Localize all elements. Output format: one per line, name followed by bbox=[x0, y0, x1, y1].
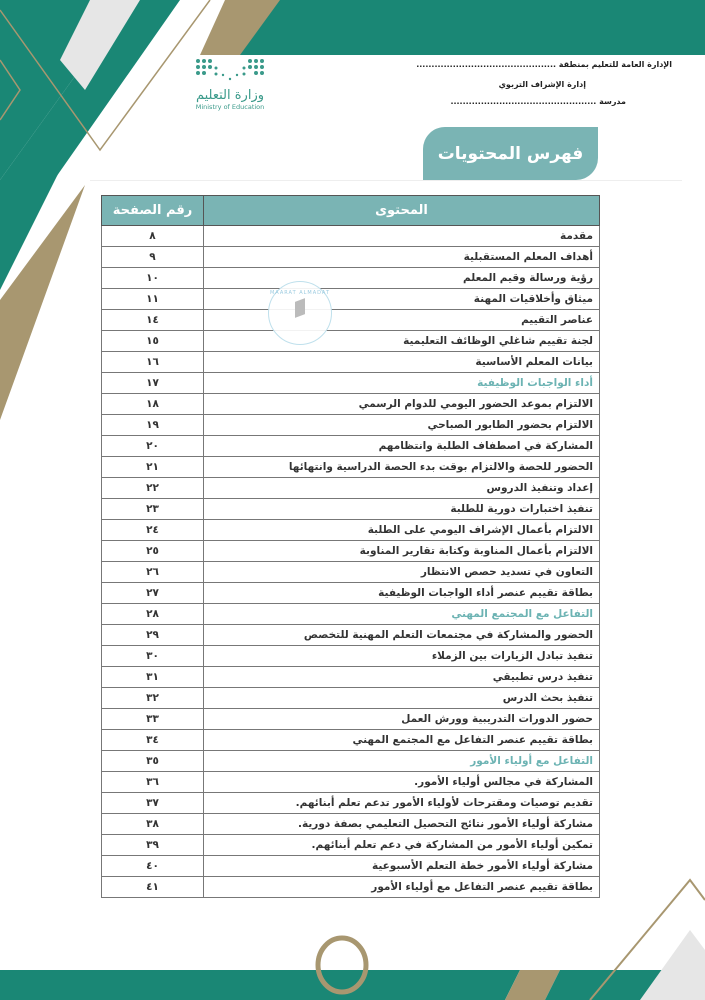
row-content: الالتزام بموعد الحضور اليومي للدوام الرسمي bbox=[204, 394, 600, 415]
row-page-number: ٢٧ bbox=[102, 583, 204, 604]
table-row bbox=[102, 730, 600, 751]
table-row bbox=[102, 520, 600, 541]
header-line-supervision: إدارة الإشراف التربوي bbox=[498, 80, 586, 89]
row-content: تمكين أولياء الأمور من المشاركة في دعم تعلم أبنائهم. bbox=[204, 835, 600, 856]
row-page-number: ٣٣ bbox=[102, 709, 204, 730]
row-content: رؤية ورسالة وقيم المعلم bbox=[204, 268, 600, 289]
table-row bbox=[102, 625, 600, 646]
row-page-number: ٢٨ bbox=[102, 604, 204, 625]
table-row bbox=[102, 646, 600, 667]
table-row bbox=[102, 268, 600, 289]
row-content: التعاون في تسديد حصص الانتظار bbox=[204, 562, 600, 583]
row-page-number: ١١ bbox=[102, 289, 204, 310]
row-content: تنفيذ بحث الدرس bbox=[204, 688, 600, 709]
row-page-number: ١٨ bbox=[102, 394, 204, 415]
row-page-number: ١٠ bbox=[102, 268, 204, 289]
row-content: تنفيذ اختبارات دورية للطلبة bbox=[204, 499, 600, 520]
table-row bbox=[102, 709, 600, 730]
row-content: تنفيذ تبادل الزيارات بين الزملاء bbox=[204, 646, 600, 667]
row-content: بطاقة تقييم عنصر التفاعل مع أولياء الأمور bbox=[204, 877, 600, 898]
row-page-number: ٢٩ bbox=[102, 625, 204, 646]
row-content: عناصر التقييم bbox=[204, 310, 600, 331]
row-content: الحضور والمشاركة في مجتمعات التعلم المهنية للتخصص bbox=[204, 625, 600, 646]
row-page-number: ٢٣ bbox=[102, 499, 204, 520]
row-page-number: ٨ bbox=[102, 226, 204, 247]
row-page-number: ٣٧ bbox=[102, 793, 204, 814]
row-page-number: ٢٤ bbox=[102, 520, 204, 541]
row-page-number: ١٩ bbox=[102, 415, 204, 436]
row-content: بطاقة تقييم عنصر أداء الواجبات الوظيفية bbox=[204, 583, 600, 604]
row-page-number: ٣٢ bbox=[102, 688, 204, 709]
row-page-number: ١٥ bbox=[102, 331, 204, 352]
header-line-school: مدرسة ................................................ bbox=[450, 97, 626, 106]
row-page-number: ٢٥ bbox=[102, 541, 204, 562]
table-row bbox=[102, 835, 600, 856]
logo-english: Ministry of Education bbox=[195, 103, 265, 111]
row-content: بيانات المعلم الأساسية bbox=[204, 352, 600, 373]
row-content: التفاعل مع المجتمع المهني bbox=[204, 604, 600, 625]
table-row bbox=[102, 289, 600, 310]
table-row bbox=[102, 415, 600, 436]
section-row bbox=[102, 751, 600, 772]
row-content: المشاركة في اصطفاف الطلبة وانتظامهم bbox=[204, 436, 600, 457]
row-page-number: ٢٦ bbox=[102, 562, 204, 583]
table-row bbox=[102, 793, 600, 814]
row-page-number: ٣٠ bbox=[102, 646, 204, 667]
row-content: ميثاق وأخلاقيات المهنة bbox=[204, 289, 600, 310]
table-row bbox=[102, 814, 600, 835]
row-page-number: ٤٠ bbox=[102, 856, 204, 877]
row-page-number: ٤١ bbox=[102, 877, 204, 898]
table-row bbox=[102, 562, 600, 583]
row-content: أهداف المعلم المستقبلية bbox=[204, 247, 600, 268]
row-content: تقديم توصيات ومقترحات لأولياء الأمور تدعم تعلم أبنائهم. bbox=[204, 793, 600, 814]
table-row bbox=[102, 226, 600, 247]
table-row bbox=[102, 688, 600, 709]
row-content: إعداد وتنفيذ الدروس bbox=[204, 478, 600, 499]
logo-arabic: وزارة التعليم bbox=[195, 88, 265, 103]
row-page-number: ٢٢ bbox=[102, 478, 204, 499]
watermark-stamp: MAARAT ALMADAT bbox=[268, 281, 332, 345]
row-content: حضور الدورات التدريبية وورش العمل bbox=[204, 709, 600, 730]
table-row bbox=[102, 331, 600, 352]
row-page-number: ١٦ bbox=[102, 352, 204, 373]
page-title: فهرس المحتويات bbox=[423, 127, 598, 180]
row-content: تنفيذ درس تطبيقي bbox=[204, 667, 600, 688]
row-page-number: ٣٤ bbox=[102, 730, 204, 751]
table-row bbox=[102, 436, 600, 457]
row-page-number: ٢١ bbox=[102, 457, 204, 478]
row-content: مشاركة أولياء الأمور خطة التعلم الأسبوعية bbox=[204, 856, 600, 877]
row-content: بطاقة تقييم عنصر التفاعل مع المجتمع المهني bbox=[204, 730, 600, 751]
row-page-number: ٩ bbox=[102, 247, 204, 268]
row-page-number: ١٤ bbox=[102, 310, 204, 331]
row-content: المشاركة في مجالس أولياء الأمور. bbox=[204, 772, 600, 793]
table-row bbox=[102, 457, 600, 478]
table-row bbox=[102, 667, 600, 688]
section-row bbox=[102, 604, 600, 625]
table-row bbox=[102, 394, 600, 415]
row-content: لجنة تقييم شاغلي الوظائف التعليمية bbox=[204, 331, 600, 352]
row-page-number: ٣٦ bbox=[102, 772, 204, 793]
table-row bbox=[102, 583, 600, 604]
section-row bbox=[102, 373, 600, 394]
row-content: الالتزام بحضور الطابور الصباحي bbox=[204, 415, 600, 436]
header-line-region: الإدارة العامة للتعليم بمنطقة .............................................. bbox=[416, 60, 672, 69]
table-row bbox=[102, 310, 600, 331]
ministry-logo bbox=[185, 56, 275, 118]
row-content: الالتزام بأعمال الإشراف اليومي على الطلبة bbox=[204, 520, 600, 541]
contents-table bbox=[101, 195, 600, 898]
column-header-content: المحتوى bbox=[204, 196, 600, 226]
row-page-number: ٣٩ bbox=[102, 835, 204, 856]
table-row bbox=[102, 499, 600, 520]
table-row bbox=[102, 352, 600, 373]
table-row bbox=[102, 772, 600, 793]
row-page-number: ٣٨ bbox=[102, 814, 204, 835]
row-content: الحضور للحصة والالتزام بوقت بدء الحصة الدراسية وانتهائها bbox=[204, 457, 600, 478]
row-page-number: ٣١ bbox=[102, 667, 204, 688]
row-content: مشاركة أولياء الأمور نتائج التحصيل التعليمي بصفة دورية. bbox=[204, 814, 600, 835]
row-page-number: ٣٥ bbox=[102, 751, 204, 772]
row-content: الالتزام بأعمال المناوبة وكتابة تقارير المناوبة bbox=[204, 541, 600, 562]
column-header-page: رقم الصفحة bbox=[102, 196, 204, 226]
row-page-number: ١٧ bbox=[102, 373, 204, 394]
table-row bbox=[102, 247, 600, 268]
row-content: أداء الواجبات الوظيفية bbox=[204, 373, 600, 394]
table-row bbox=[102, 478, 600, 499]
table-row bbox=[102, 541, 600, 562]
row-content: مقدمة bbox=[204, 226, 600, 247]
table-row bbox=[102, 856, 600, 877]
divider bbox=[90, 180, 682, 181]
row-page-number: ٢٠ bbox=[102, 436, 204, 457]
table-row bbox=[102, 877, 600, 898]
logo-dots-icon bbox=[190, 56, 270, 82]
row-content: التفاعل مع أولياء الأمور bbox=[204, 751, 600, 772]
